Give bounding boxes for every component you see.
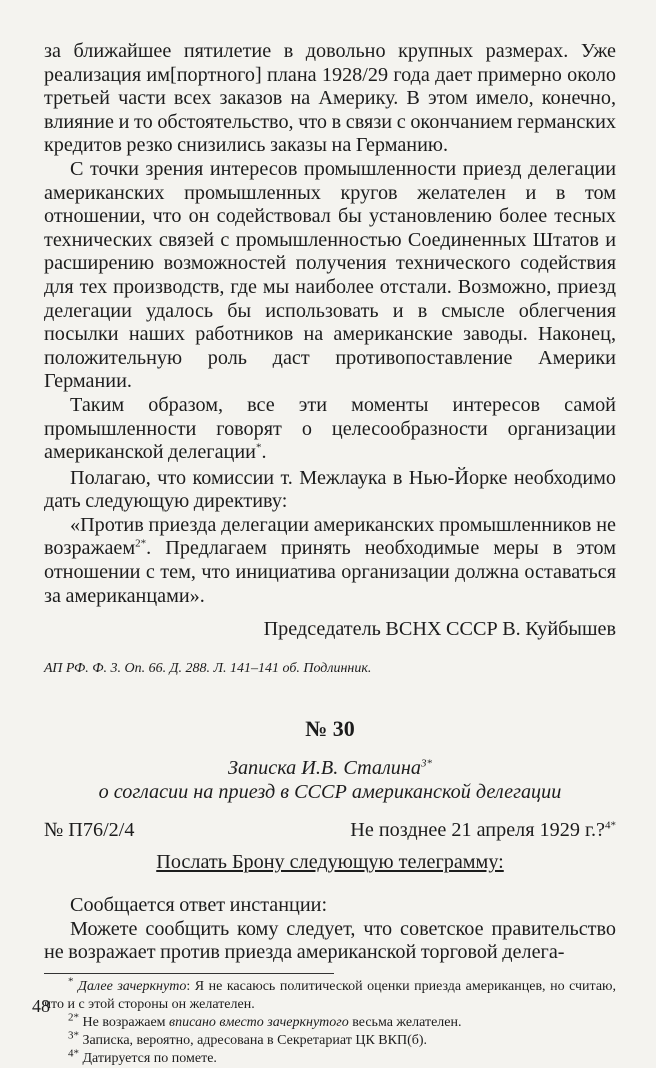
signature: Председатель ВСНХ СССР В. Куйбышев: [263, 618, 616, 641]
telegram-line-1: Сообщается ответ инстанции:: [70, 894, 328, 917]
telegram-heading: Послать Брону следующую телеграмму:: [156, 850, 504, 873]
footnote-2: [44, 1011, 616, 1032]
footnote-3-mark: 3*: [68, 1029, 79, 1042]
reference-number: № П76/2/4: [44, 818, 135, 841]
paragraph-3-text: Таким образом, все эти моменты интересов самой промышленности говорят о целесообразности организации американской делегации: [44, 393, 616, 464]
directive-quote: [44, 514, 616, 608]
paragraph-3: [44, 394, 616, 465]
footnote-1-mark: *: [68, 975, 74, 988]
document-date: Не позднее 21 апреля 1929 г.?: [350, 818, 605, 841]
footnote-1: [44, 975, 617, 1014]
footnote-2-mark: 2*: [68, 1011, 79, 1024]
footnote-ref-3: 3*: [421, 757, 433, 770]
paragraph-3-end: .: [261, 441, 267, 464]
footnote-ref-2: 2*: [135, 537, 147, 550]
footnote-2-lead: вписано вместо зачеркнутого: [169, 1014, 349, 1030]
document-subtitle: о согласии на приезд в СССР американской делегации: [98, 780, 562, 803]
document-title: [44, 756, 616, 780]
document-date-wrap: [350, 818, 616, 842]
footnote-4-text: Датируется по помете.: [82, 1050, 217, 1066]
directive-text-a: «Против приезда делегации американских промышленников не возражаем: [44, 513, 616, 560]
footnote-1-lead: Далее зачеркнуто: [78, 978, 187, 994]
footnote-divider: [44, 973, 334, 974]
document-title-main: Записка И.В. Сталина: [227, 756, 422, 779]
footnote-ref-4: 4*: [605, 819, 616, 832]
footnote-2-pre: Не возражаем: [82, 1014, 170, 1030]
page-content: [44, 40, 616, 1068]
archive-source: АП РФ. Ф. 3. Оп. 66. Д. 288. Л. 141–141 об. Подлинник.: [44, 660, 372, 676]
footnote-3-text: Записка, вероятно, адресована в Секретариат ЦК ВКП(б).: [82, 1032, 428, 1048]
document-number: № 30: [305, 715, 355, 741]
footnote-2-text: весьма желателен.: [348, 1014, 462, 1030]
footnote-4-mark: 4*: [68, 1047, 79, 1060]
directive-text-b: . Предлагаем принять необходимые меры в этом отношении с тем, что инициатива организации должна оставаться за американцами».: [44, 537, 616, 607]
paragraph-1: за ближайшее пятилетие в довольно крупных размерах. Уже реализация им[портного] плана 1928/29 года дает примерно около третьей части всех заказов на Америку. В этом имело, конечно, влияние и то обстоятельство, что в связи с окончанием германских кредитов резко снизились заказы на Германию.: [44, 40, 616, 157]
footnote-1-text: : Я не касаюсь политической оценки приезда американцев, но считаю, что и с этой стороны он желателен.: [44, 978, 617, 1012]
reference-line: [44, 818, 616, 842]
paragraph-4: Полагаю, что комиссии т. Межлаука в Нью-Йорке необходимо дать следующую директиву:: [44, 466, 616, 513]
telegram-line-2: Можете сообщить кому следует, что советское правительство не возражает против приезда американской торговой делега-: [44, 917, 616, 964]
footnote-3: [44, 1029, 616, 1050]
page-number: 48: [32, 996, 50, 1016]
footnote-4: [44, 1047, 616, 1068]
paragraph-2: С точки зрения интересов промышленности приезд делегации американских промышленных кругов желателен и в том отношении, что он содействовал бы установлению более тесных технических связей с промышленностью Соединенных Штатов и расширению возможностей получения технического содействия для тех производств, где мы наиболее отстали. Возможно, приезд делегации удалось бы использовать и в смысле облегчения посылки наших работников на американские заводы. Наконец, положительную роль даст противопоставление Америки Германии.: [44, 157, 616, 393]
footnote-ref-1: *: [255, 441, 262, 454]
